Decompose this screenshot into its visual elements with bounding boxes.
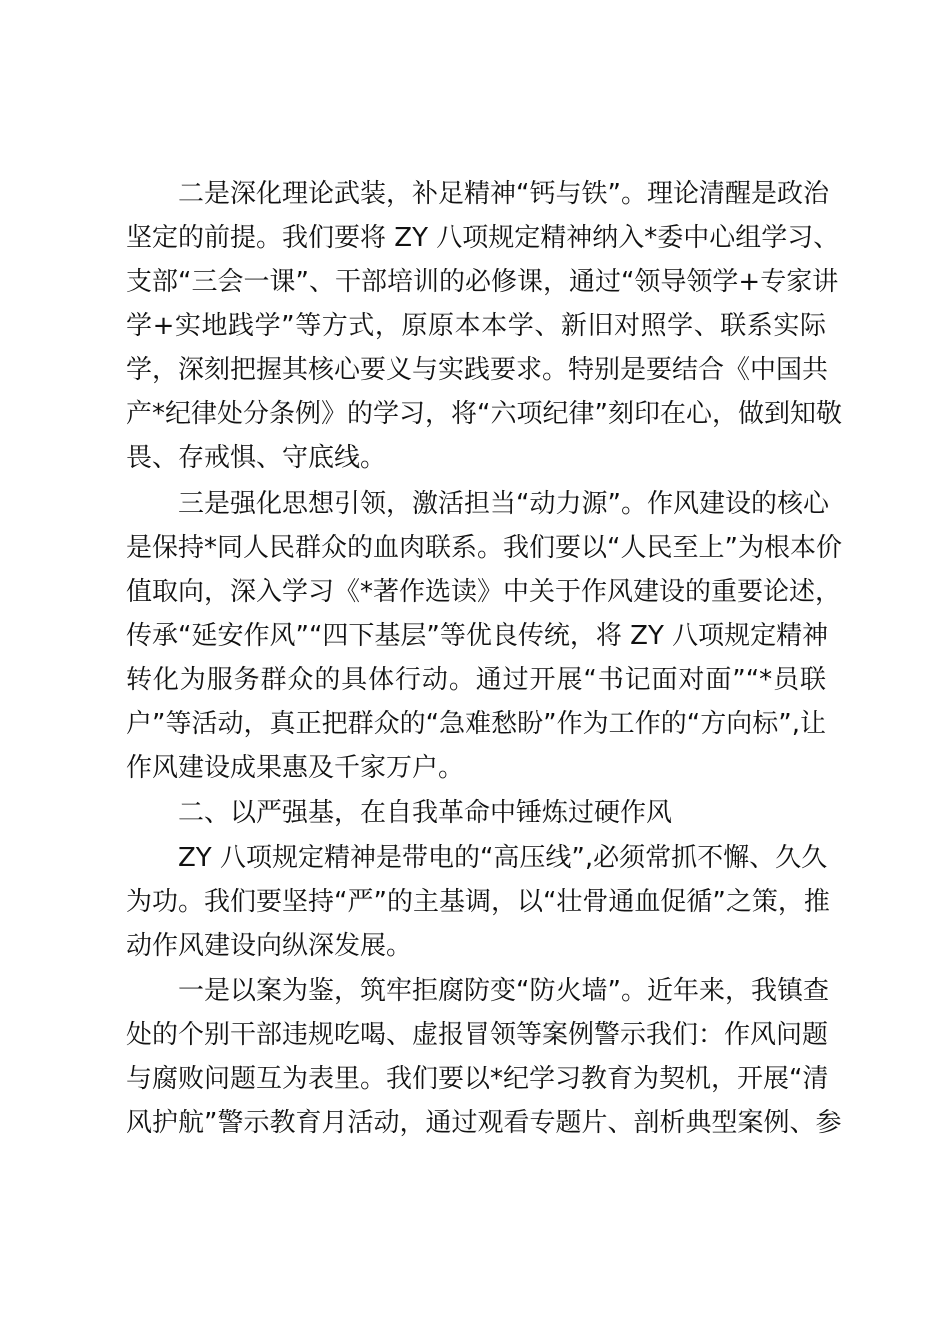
paragraph-2-line-6: 户”等活动，真正把群众的“急难愁盼”作为工作的“方向标”,让 <box>126 709 826 739</box>
paragraph-1-line-2: 坚定的前提。我们要将 ZY 八项规定精神纳入*委中心组学习、 <box>126 223 840 253</box>
paragraph-4-line-2: 处的个别干部违规吃喝、虚报冒领等案例警示我们：作风问题 <box>126 1020 829 1050</box>
paragraph-4-line-3: 与腐败问题互为表里。我们要以*纪学习教育为契机，开展“清 <box>126 1064 829 1094</box>
paragraph-1-line-1: 二是深化理论武装，补足精神“钙与铁”。理论清醒是政治 <box>178 179 829 209</box>
section-heading: 二、以严强基，在自我革命中锤炼过硬作风 <box>178 798 673 828</box>
paragraph-2-line-1: 三是强化思想引领，激活担当“动力源”。作风建设的核心 <box>178 489 829 519</box>
paragraph-2-line-3: 值取向，深入学习《*著作选读》中关于作风建设的重要论述， <box>126 577 842 607</box>
paragraph-1-line-5: 学，深刻把握其核心要义与实践要求。特别是要结合《中国共 <box>126 355 829 385</box>
paragraph-3-line-3: 动作风建设向纵深发展。 <box>126 931 413 961</box>
paragraph-1-line-6: 产*纪律处分条例》的学习，将“六项纪律”刻印在心，做到知敬 <box>126 399 842 429</box>
paragraph-2-line-2: 是保持*同人民群众的血肉联系。我们要以“人民至上”为根本价 <box>126 533 842 563</box>
paragraph-2-line-5: 转化为服务群众的具体行动。通过开展“书记面对面”“*员联 <box>126 665 826 695</box>
paragraph-3-line-2: 为功。我们要坚持“严”的主基调，以“壮骨通血促循”之策，推 <box>126 887 830 917</box>
paragraph-3-line-1: ZY 八项规定精神是带电的“高压线”,必须常抓不懈、久久 <box>178 843 828 873</box>
paragraph-1-line-7: 畏、存戒惧、守底线。 <box>126 443 387 473</box>
paragraph-4-line-1: 一是以案为鉴，筑牢拒腐防变“防火墙”。近年来，我镇查 <box>178 976 829 1006</box>
paragraph-4-line-4: 风护航”警示教育月活动，通过观看专题片、剖析典型案例、参 <box>126 1108 842 1138</box>
paragraph-2-line-7: 作风建设成果惠及千家万户。 <box>126 753 465 783</box>
paragraph-2-line-4: 传承“延安作风”“四下基层”等优良传统，将 ZY 八项规定精神 <box>126 621 829 651</box>
paragraph-1-line-4: 学+实地践学”等方式，原原本本学、新旧对照学、联系实际 <box>126 311 826 341</box>
paragraph-1-line-3: 支部“三会一课”、干部培训的必修课，通过“领导领学+专家讲 <box>126 267 839 297</box>
